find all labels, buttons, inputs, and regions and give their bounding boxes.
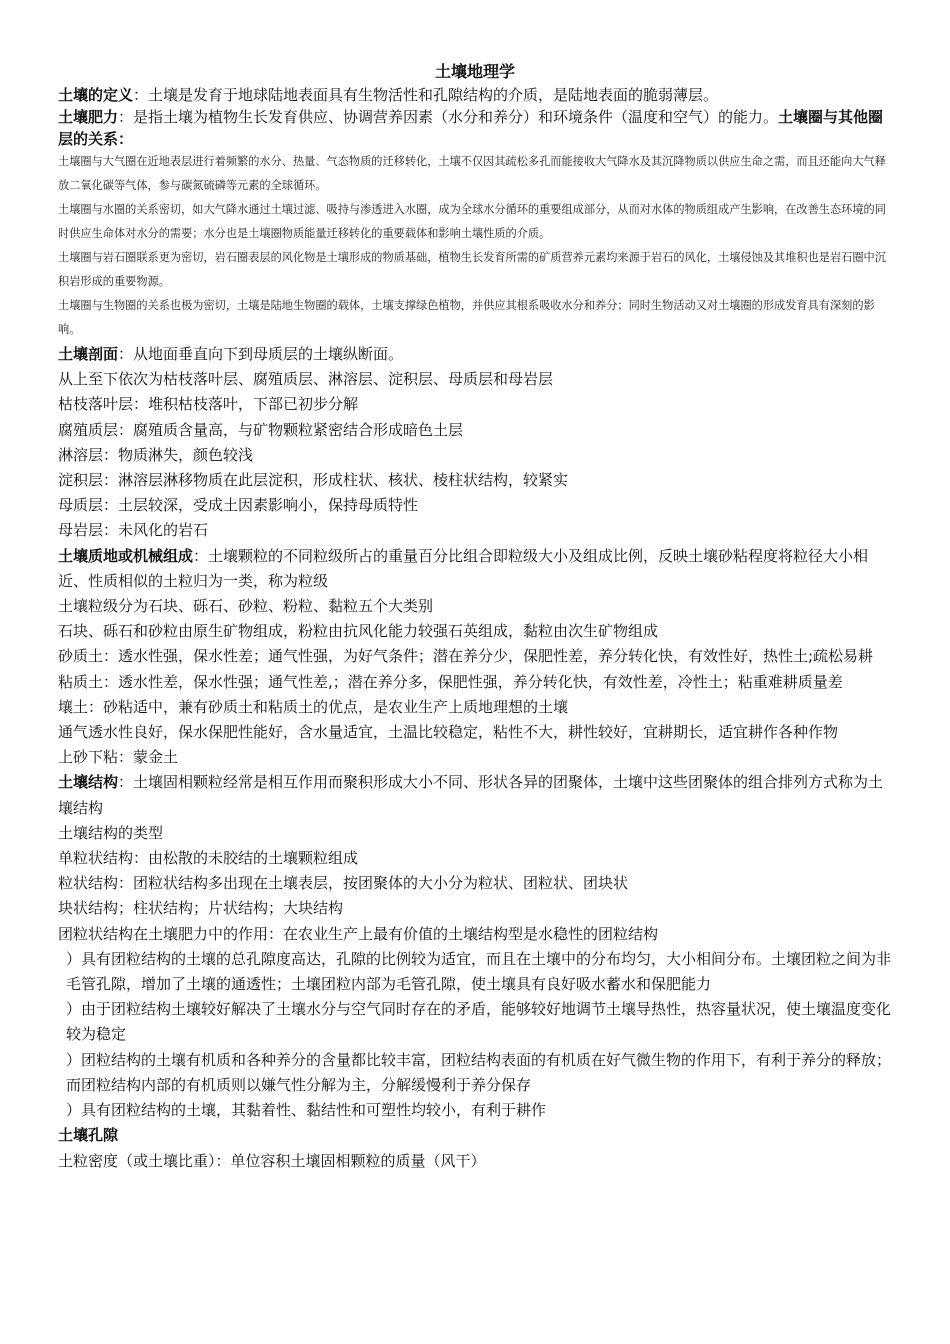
- profile-line: 枯枝落叶层：堆积枯枝落叶，下部已初步分解: [58, 395, 359, 414]
- definition-heading: 土壤的定义: [58, 86, 134, 104]
- profile-text: ：从地面垂直向下到母质层的土壤纵断面。: [118, 345, 404, 363]
- profile-line: 母质层：土层较深，受成土因素影响小，保持母质特性: [58, 496, 419, 515]
- definition-text: ：土壤是发育于地球陆地表面具有生物活性和孔隙结构的介质，是陆地表面的脆弱薄层。: [133, 86, 719, 104]
- profile-line: 腐殖质层：腐殖质含量高，与矿物颗粒紧密结合形成暗色土层: [58, 420, 464, 439]
- texture-paragraph: [58, 544, 892, 594]
- texture-line: 上砂下粘：蒙金土: [58, 748, 179, 767]
- document-page: [58, 58, 892, 1174]
- profile-line: 淀积层：淋溶层淋移物质在此层淀积，形成柱状、核状、棱柱状结构，较紧实: [58, 471, 569, 490]
- texture-line: 粘质土：透水性差，保水性强；通气性差,；潜在养分多，保肥性强，养分转化快，有效性差，冷性土；粘重难耕质量差: [58, 672, 843, 691]
- structure-line: 粒状结构：团粒状结构多出现在土壤表层，按团聚体的大小分为粒状、团粒状、团块状: [58, 874, 629, 893]
- texture-line: 通气透水性良好，保水保肥性能好，含水量适宜，土温比较稳定，粘性不大，耕性较好，宜耕期长，适宜耕作各种作物: [58, 723, 839, 742]
- structure-point: ）团粒结构的土壤有机质和各种养分的含量都比较丰富，团粒结构表面的有机质在好气微生物的作用下，有利于养分的释放；而团粒结构内部的有机质则以嫌气性分解为主，分解缓慢利于养分保存: [66, 1050, 892, 1094]
- structure-line: 单粒状结构：由松散的未胶结的土壤颗粒组成: [58, 849, 359, 868]
- texture-line: 土壤粒级分为石块、砾石、砂粒、粉粒、黏粒五个大类别: [58, 597, 434, 616]
- relation-lithosphere: 土壤圈与岩石圈联系更为密切，岩石圈表层的风化物是土壤形成的物质基础，植物生长发育所需的矿质营养元素均来源于岩石的风化，土壤侵蚀及其堆积也是岩石圈中沉积岩形成的重要物源。: [58, 251, 886, 288]
- structure-point: ）具有团粒结构的土壤，其黏着性、黏结性和可塑性均较小，有利于耕作: [66, 1101, 547, 1120]
- structure-point: ）由于团粒结构土壤较好解决了土壤水分与空气同时存在的矛盾，能够较好地调节土壤导热性，热容量状况，使土壤温度变化较为稳定: [66, 1000, 892, 1044]
- document-title: 土壤地理学: [434, 62, 515, 81]
- profile-line: 淋溶层：物质淋失，颜色较浅: [58, 445, 254, 464]
- texture-line: 砂质土：透水性强，保水性差；通气性强，为好气条件；潜在养分少，保肥性差，养分转化快，有效性好，热性土;疏松易耕: [58, 647, 874, 666]
- relation-atmosphere: 土壤圈与大气圈在近地表层进行着频繁的水分、热量、气态物质的迁移转化，土壤不仅因其疏松多孔而能接收大气降水及其沉降物质以供应生命之需，而且还能向大气释放二氧化碳等气体，参与碳氮硫磷等元素的全球循环。: [58, 155, 886, 192]
- texture-line: 壤土：砂粘适中，兼有砂质土和粘质土的优点，是农业生产上质地理想的土壤: [58, 697, 569, 716]
- structure-line: 土壤结构的类型: [58, 823, 164, 842]
- structure-paragraph: [58, 770, 892, 820]
- texture-heading: 土壤质地或机械组成: [58, 546, 194, 565]
- structure-line: 团粒状结构在土壤肥力中的作用：在农业生产上最有价值的土壤结构型是水稳性的团粒结构: [58, 924, 659, 943]
- definition-paragraph: [58, 84, 892, 106]
- porosity-line: 土粒密度（或土壤比重）：单位容积土壤固相颗粒的质量（风干）: [58, 1151, 486, 1170]
- porosity-heading: 土壤孔隙: [58, 1126, 119, 1145]
- relation-hydrosphere: 土壤圈与水圈的关系密切，如大气降水通过土壤过滤、吸持与渗透进入水圈，成为全球水分循环的重要组成部分，从而对水体的物质组成产生影响，在改善生态环境的同时供应生命体对水分的需要；水分也是土壤圈物质能量迁移转化的重要载体和影响土壤性质的介质。: [58, 203, 886, 240]
- structure-heading: 土壤结构: [58, 773, 119, 792]
- texture-text: ：土壤颗粒的不同粒级所占的重量百分比组合即粒级大小及组成比例，反映土壤砂粘程度将粒径大小相近、性质相似的土粒归为一类，称为粒级: [58, 546, 869, 590]
- fertility-heading: 土壤肥力: [58, 108, 119, 126]
- structure-line: 块状结构；柱状结构；片状结构；大块结构: [58, 899, 344, 918]
- relation-biosphere: 土壤圈与生物圈的关系也极为密切，土壤是陆地生物圈的载体，土壤支撑绿色植物，并供应其根系吸收水分和养分；同时生物活动又对土壤圈的形成发育具有深刻的影响。: [58, 299, 875, 336]
- fertility-text: ：是指土壤为植物生长发育供应、协调营养因素（水分和养分）和环境条件（温度和空气）的能力。: [118, 108, 779, 126]
- sphere-relations-heading: 土壤圈与其他圈层的关系：: [58, 108, 884, 148]
- texture-line: 石块、砾石和砂粒由原生矿物组成，粉粒由抗风化能力较强石英组成，黏粒由次生矿物组成: [58, 622, 659, 641]
- profile-line: 母岩层：未风化的岩石: [58, 521, 209, 540]
- profile-heading: 土壤剖面: [58, 345, 119, 363]
- structure-text: ：土壤固相颗粒经常是相互作用而聚积形成大小不同、形状各异的团聚体，土壤中这些团聚体的组合排列方式称为土壤结构: [58, 773, 884, 817]
- structure-point: ）具有团粒结构的土壤的总孔隙度高达，孔隙的比例较为适宜，而且在土壤中的分布均匀，大小相间分布。土壤团粒之间为非毛管孔隙，增加了土壤的通透性；土壤团粒内部为毛管孔隙，使土壤具有良好吸水蓄水和保肥能力: [66, 949, 892, 994]
- fertility-paragraph: [58, 106, 892, 150]
- profile-line: 从上至下依次为枯枝落叶层、腐殖质层、淋溶层、淀积层、母质层和母岩层: [58, 370, 554, 389]
- profile-paragraph: [58, 342, 892, 367]
